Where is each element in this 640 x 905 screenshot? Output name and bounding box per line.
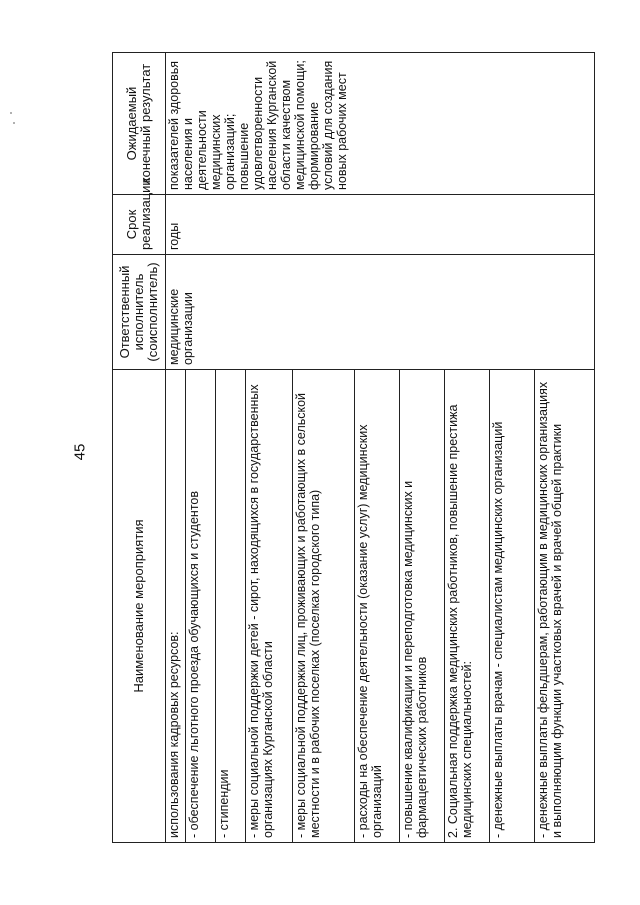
measure-cell: - стипендии xyxy=(216,370,246,843)
header-measure-name: Наименование мероприятия xyxy=(113,370,166,843)
measure-cell: - обеспечение льготного проезда обучающихся и студентов xyxy=(186,370,216,843)
page-number: 45 xyxy=(71,443,89,461)
header-executor: Ответственный исполнитель (соисполнитель) xyxy=(113,255,166,370)
measure-cell: - расходы на обеспечение деятельности (оказание услуг) медицинских организаций xyxy=(355,370,400,843)
result-cell: показателей здоровья населения и деятельности медицинских организаций; повышение удовлетворенности населения Курганской области качеством медицинской помощи; формирование условий для создания новых рабочих мест xyxy=(166,53,595,195)
measures-table xyxy=(112,52,595,843)
executor-cell: медицинские организации xyxy=(166,255,595,370)
term-cell: годы xyxy=(166,195,595,255)
measure-cell: 2. Социальная поддержка медицинских работников, повышение престижа медицинских специальностей: xyxy=(445,370,490,843)
scan-speck xyxy=(10,112,12,114)
header-term: Срок реализации xyxy=(113,195,166,255)
measure-cell: - повышение квалификации и переподготовка медицинских и фармацевтических работников xyxy=(400,370,445,843)
table-row xyxy=(166,53,186,843)
measure-cell: использования кадровых ресурсов: xyxy=(166,370,186,843)
rotated-table-container xyxy=(112,53,604,843)
table-header-row xyxy=(113,53,166,843)
measure-cell: - денежные выплаты фельдшерам, работающим в медицинских организациях и выполняющим функции участковых врачей и врачей общей практики xyxy=(535,370,595,843)
scan-speck xyxy=(13,122,15,124)
header-result: Ожидаемый конечный результат xyxy=(113,53,166,195)
measure-cell: - меры социальной поддержки лиц, проживающих и работающих в сельской местности и в рабочих поселках (поселках городского типа) xyxy=(293,370,355,843)
measure-cell: - меры социальной поддержки детей - сирот, находящихся в государственных организациях Курганской области xyxy=(246,370,293,843)
measure-cell: - денежные выплаты врачам - специалистам медицинских организаций xyxy=(490,370,535,843)
